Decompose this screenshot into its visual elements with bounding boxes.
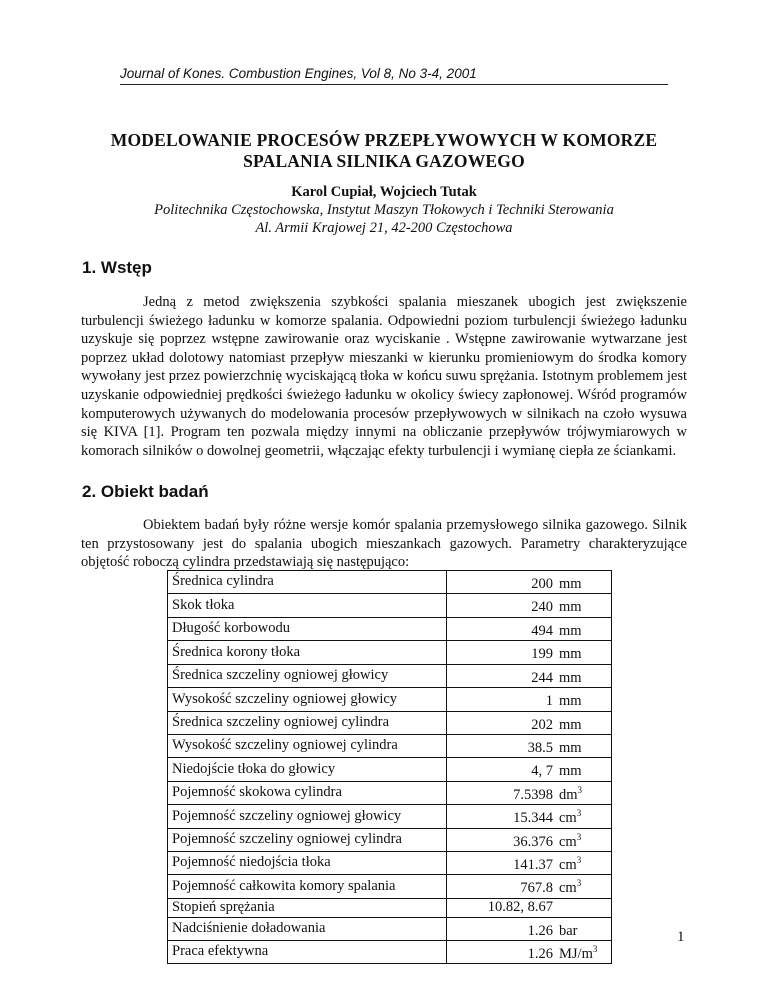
table-row: [168, 828, 612, 851]
paper-title: [80, 130, 688, 172]
unit-text: mm: [559, 692, 582, 709]
value-number: 141.37: [513, 856, 553, 873]
value-unit: [553, 688, 605, 710]
parameter-label: Nadciśnienie doładowania: [168, 917, 447, 940]
parameter-value: [447, 828, 612, 851]
parameter-label: Średnica szczeliny ogniowej cylindra: [168, 711, 447, 734]
value-unit: [553, 712, 605, 734]
parameter-value: [447, 917, 612, 940]
unit-exponent: 3: [577, 784, 583, 795]
value-number: 202: [531, 716, 553, 733]
parameter-label: Średnica szczeliny ogniowej głowicy: [168, 664, 447, 687]
parameter-value: [447, 688, 612, 711]
value-number: 38.5: [527, 739, 553, 756]
table-row: [168, 781, 612, 804]
parameter-label: Wysokość szczeliny ogniowej głowicy: [168, 688, 447, 711]
table-row: [168, 734, 612, 757]
unit-text: dm: [559, 786, 578, 803]
unit-text: mm: [559, 599, 582, 616]
value-unit: [553, 918, 605, 940]
table-row: [168, 664, 612, 687]
unit-text: cm: [559, 880, 577, 897]
value-number: 7.5398: [513, 786, 553, 803]
value-unit: [553, 805, 605, 827]
parameter-label: Praca efektywna: [168, 940, 447, 963]
value-unit: [553, 852, 605, 874]
unit-text: cm: [559, 810, 577, 827]
parameter-value: [447, 711, 612, 734]
unit-text: mm: [559, 669, 582, 686]
value-unit: [553, 641, 605, 663]
value-unit: [553, 875, 605, 897]
journal-header: Journal of Kones. Combustion Engines, Vol 8, No 3-4, 2001: [120, 66, 668, 85]
value-number: 1: [545, 692, 553, 709]
table-row: [168, 758, 612, 781]
parameter-label: Pojemność szczeliny ogniowej głowicy: [168, 805, 447, 828]
parameter-value: [447, 852, 612, 875]
author-names: Karol Cupiał, Wojciech Tutak: [291, 184, 477, 200]
value-unit: [553, 665, 605, 687]
unit-exponent: 3: [576, 878, 582, 889]
parameter-value: [447, 898, 612, 917]
parameter-label: Pojemność szczeliny ogniowej cylindra: [168, 828, 447, 851]
table-row: [168, 641, 612, 664]
table-row: [168, 617, 612, 640]
section-1-text: Jedną z metod zwiększenia szybkości spalania mieszanek ubogich jest zwiększenie turbulencji świeżego ładunku w komorze spalania. Odpowiedni poziom turbulencji świeżego ładunku uzyskuje się poprzez wstępne zawirowanie oraz wyciskanie . Wstępne zawirowanie wytwarzane jest poprzez układ dolotowy natomiast przepływ mieszanki w kierunku promieniowym do środka komory wywołany jest przez powierzchnię wyciskającą tłoka w końcu suwu sprężania. Istotnym problemem jest uzyskanie odpowiedniej prędkości świeżego ładunku w okolicy świecy zapłonowej. Wśród programów komputerowych używanych do modelowania procesów przepływowych w silnikach na czoło wysuwa się KIVA [1]. Program ten pozwala między innymi na obliczanie przepływów trójwymiarowych w komorach silników o dowolnej geometrii, włączając efekty turbulencji i wymianę ciepła ze ściankami.: [81, 294, 687, 459]
value-number: 15.344: [513, 810, 553, 827]
value-number: 767.8: [520, 880, 553, 897]
parameter-label: Wysokość szczeliny ogniowej cylindra: [168, 734, 447, 757]
unit-text: MJ/m: [559, 945, 593, 962]
parameter-label: Stopień sprężania: [168, 898, 447, 917]
table-row: [168, 875, 612, 898]
table-row: [168, 805, 612, 828]
unit-text: cm: [559, 856, 577, 873]
value-unit: [553, 758, 605, 780]
table-row: [168, 711, 612, 734]
parameter-label: Pojemność skokowa cylindra: [168, 781, 447, 804]
value-number: 1.26: [527, 945, 553, 962]
value-number: 200: [531, 575, 553, 592]
unit-exponent: 3: [576, 855, 582, 866]
parameter-value: [447, 805, 612, 828]
unit-text: mm: [559, 716, 582, 733]
value-number: 244: [531, 669, 553, 686]
table-row: [168, 594, 612, 617]
value-number: 199: [531, 646, 553, 663]
value-unit: [553, 618, 605, 640]
section-1-heading: 1. Wstęp: [82, 258, 152, 277]
value-number: 36.376: [513, 833, 553, 850]
parameter-value: [447, 940, 612, 963]
parameter-label: Pojemność całkowita komory spalania: [168, 875, 447, 898]
parameter-label: Średnica cylindra: [168, 571, 447, 594]
parameter-value: [447, 617, 612, 640]
author-block: [60, 183, 708, 237]
value-number: 1.26: [527, 922, 553, 939]
value-number: 4, 7: [531, 763, 553, 780]
unit-text: mm: [559, 763, 582, 780]
value-number: 10.82, 8.67: [487, 898, 553, 915]
value-unit: [553, 941, 605, 963]
parameter-value: [447, 758, 612, 781]
unit-text: bar: [559, 922, 578, 939]
unit-exponent: 3: [592, 943, 598, 954]
value-unit: [553, 594, 605, 616]
unit-text: mm: [559, 739, 582, 756]
parameter-label: Niedojście tłoka do głowicy: [168, 758, 447, 781]
parameter-value: [447, 641, 612, 664]
parameter-label: Skok tłoka: [168, 594, 447, 617]
parameter-value: [447, 571, 612, 594]
section-2-text: Obiektem badań były różne wersje komór spalania przemysłowego silnika gazowego. Silnik ten przystosowany jest do spalania ubogich mieszankach gazowych. Parametry charakteryzujące objętość roboczą cylindra przedstawiają się następująco:: [81, 517, 687, 571]
parameter-value: [447, 594, 612, 617]
unit-text: cm: [559, 833, 577, 850]
value-number: 240: [531, 599, 553, 616]
author-address: Al. Armii Krajowej 21, 42-200 Częstochowa: [255, 220, 513, 236]
table-row: [168, 688, 612, 711]
unit-text: mm: [559, 575, 582, 592]
table-row: [168, 917, 612, 940]
value-unit: [553, 735, 605, 757]
parameter-label: Długość korbowodu: [168, 617, 447, 640]
parameter-value: [447, 734, 612, 757]
parameter-label: Pojemność niedojścia tłoka: [168, 852, 447, 875]
value-number: 494: [531, 622, 553, 639]
page-number: 1: [677, 929, 685, 945]
table-row: [168, 898, 612, 917]
parameter-value: [447, 781, 612, 804]
value-unit: [553, 782, 605, 804]
unit-text: mm: [559, 646, 582, 663]
parameter-value: [447, 875, 612, 898]
unit-exponent: 3: [576, 831, 582, 842]
parameter-label: Średnica korony tłoka: [168, 641, 447, 664]
table-row: [168, 940, 612, 963]
unit-exponent: 3: [576, 808, 582, 819]
author-affiliation: Politechnika Częstochowska, Instytut Maszyn Tłokowych i Techniki Sterowania: [154, 202, 614, 218]
unit-text: mm: [559, 622, 582, 639]
title-line-2: SPALANIA SILNIKA GAZOWEGO: [243, 151, 525, 171]
value-unit: [553, 571, 605, 593]
section-2-heading: 2. Obiekt badań: [82, 482, 209, 501]
title-line-1: MODELOWANIE PROCESÓW PRZEPŁYWOWYCH W KOMORZE: [110, 130, 658, 150]
parameter-value: [447, 664, 612, 687]
engine-parameters-table: [167, 570, 612, 964]
value-unit: [553, 829, 605, 851]
table-row: [168, 571, 612, 594]
table-row: [168, 852, 612, 875]
